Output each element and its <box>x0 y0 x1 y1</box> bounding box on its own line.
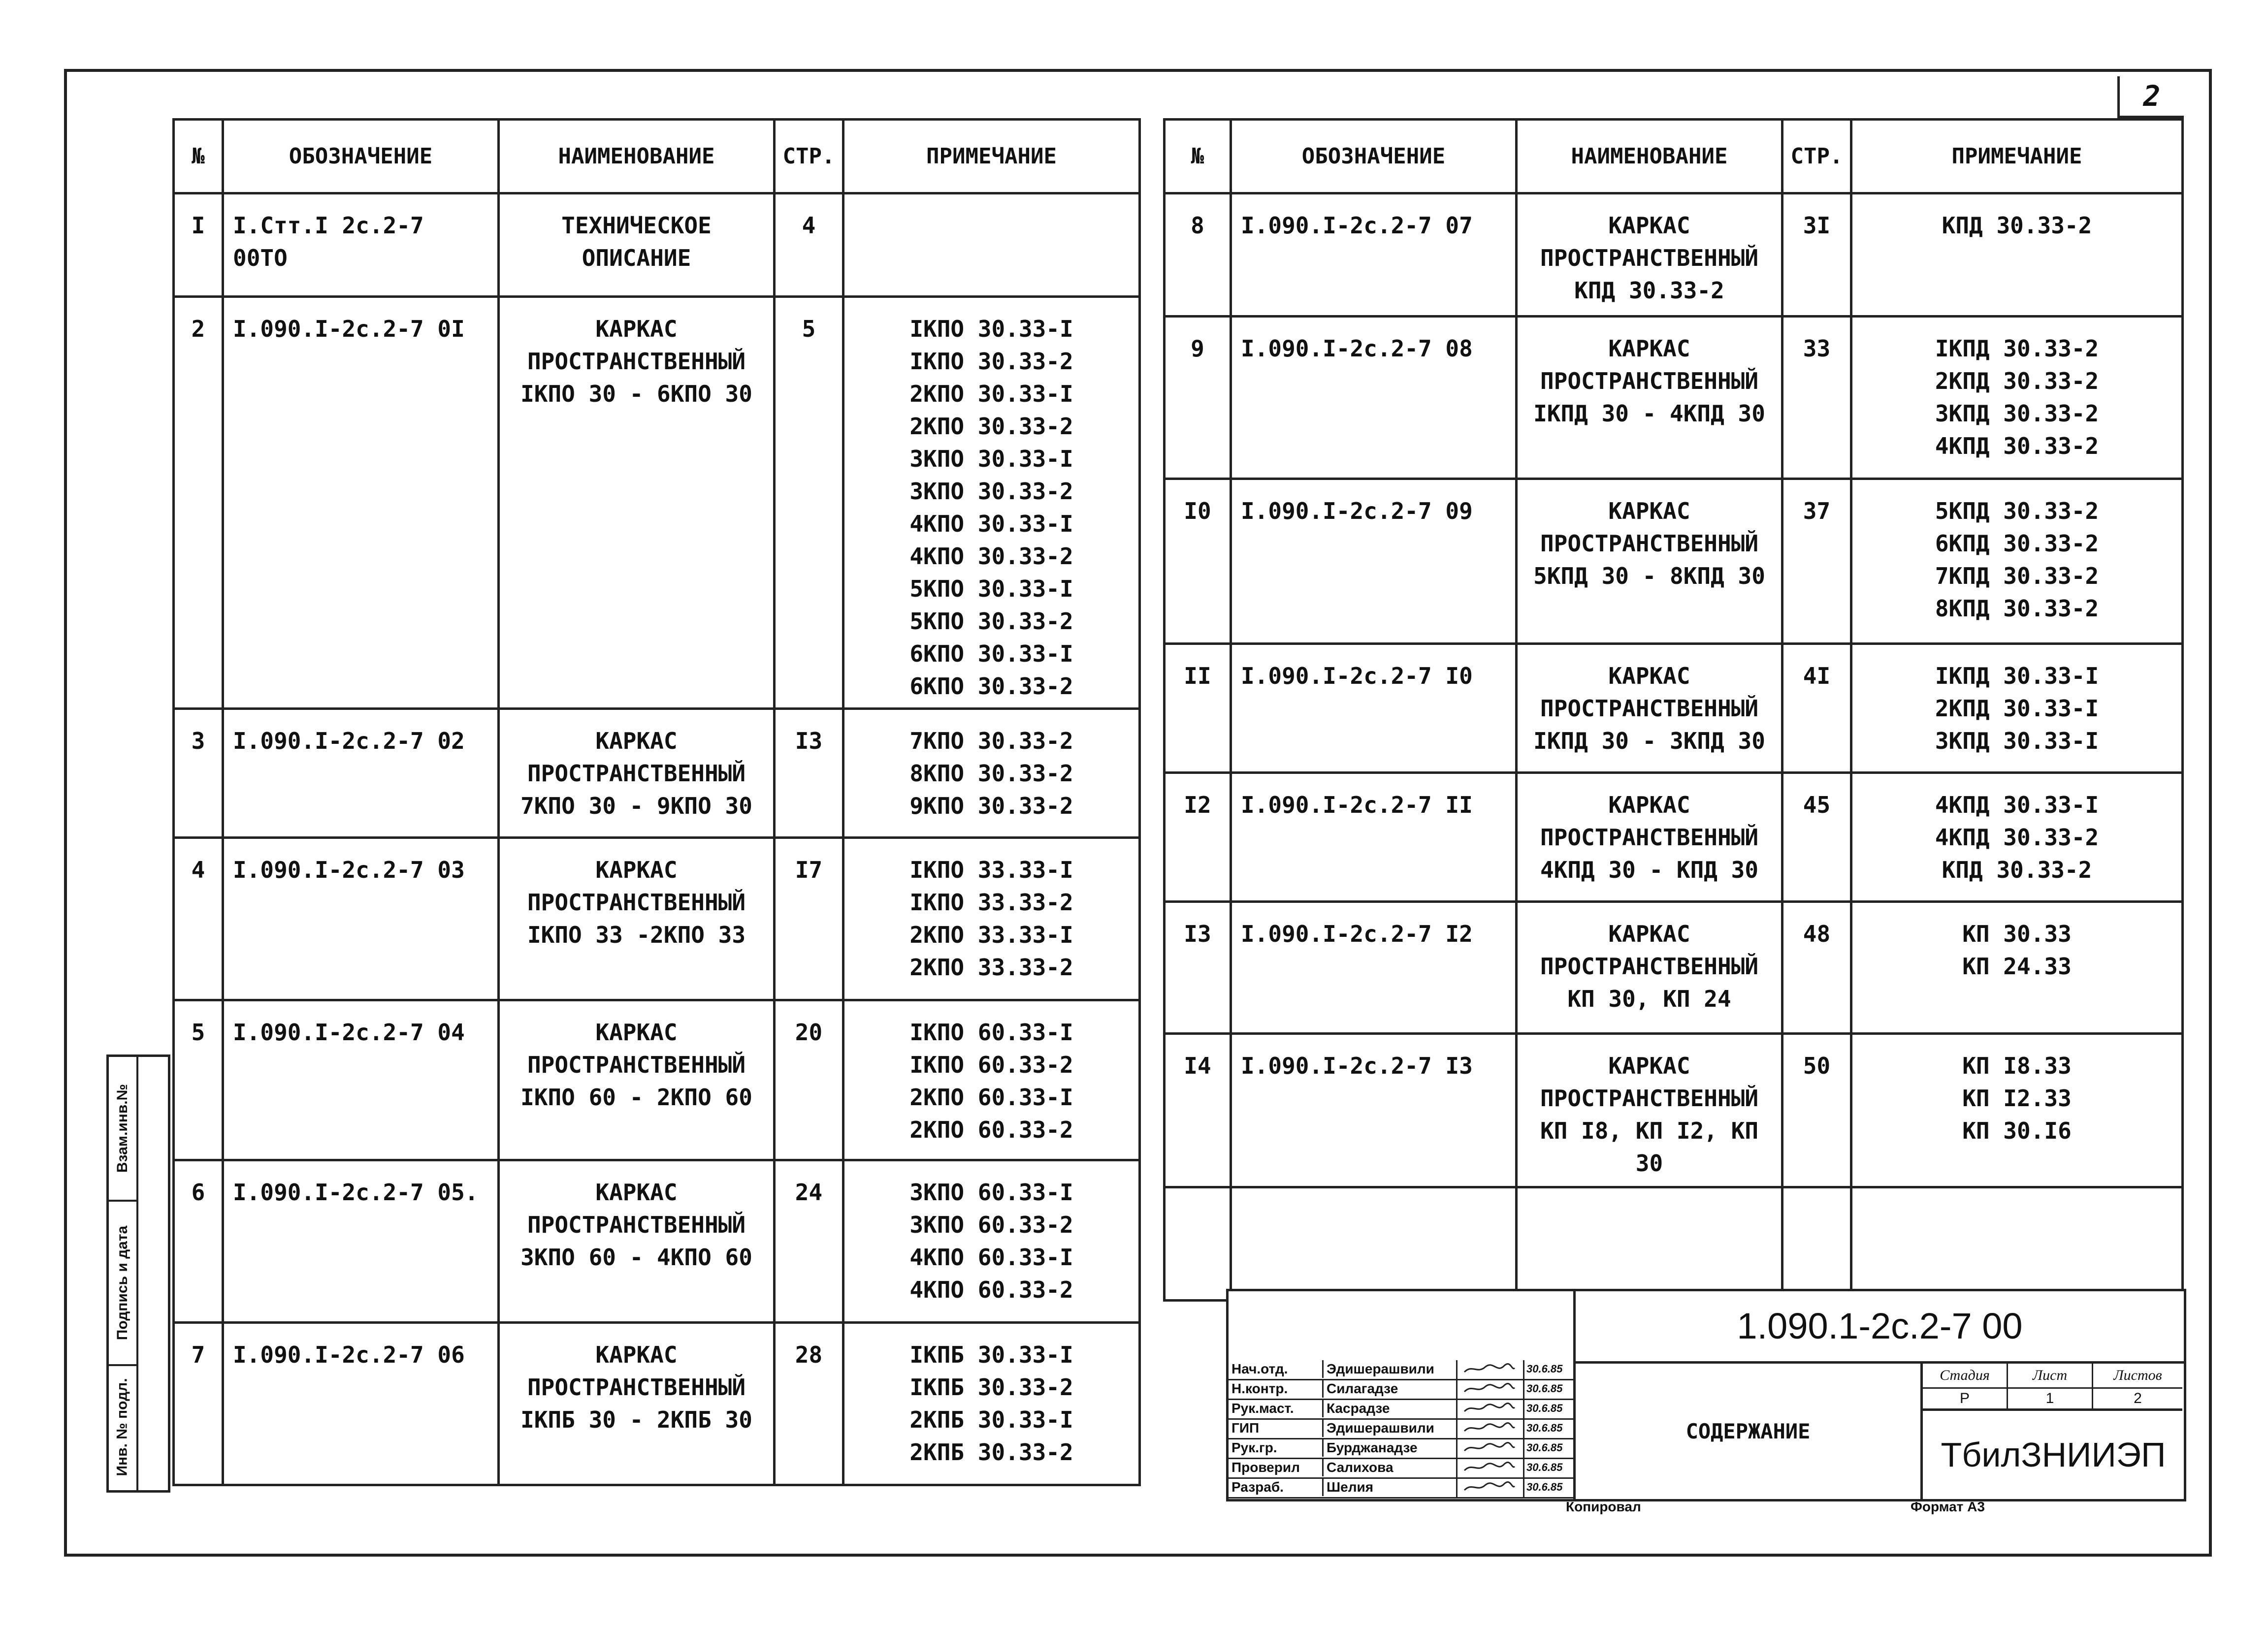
row-name: КАРКАС ПРОСТРАНСТВЕННЫЙ IКПО 60 - 2КПО 60 <box>499 1000 775 1160</box>
row-notes <box>1851 902 2183 1034</box>
note-line: 6КПО 30.33-2 <box>909 673 1073 700</box>
row-code: I.090.I-2с.2-7 I0 <box>1231 644 1517 773</box>
signature-mark <box>1456 1439 1522 1458</box>
row-page: 5 <box>775 297 843 709</box>
row-notes <box>843 1000 1140 1160</box>
note-line: 6КПД 30.33-2 <box>1935 530 2099 557</box>
table-row <box>174 1000 1140 1160</box>
note-line: 4КПД 30.33-2 <box>1935 824 2099 851</box>
signature-date: 30.6.85 <box>1523 1360 1574 1379</box>
row-page: 50 <box>1782 1034 1851 1187</box>
row-name: КАРКАС ПРОСТРАНСТВЕННЫЙ IКПД 30 - 4КПД 30 <box>1517 317 1782 479</box>
row-notes <box>1851 644 2183 773</box>
row-code: I.090.I-2с.2-7 I3 <box>1231 1034 1517 1187</box>
note-line: 5КПО 30.33-2 <box>909 608 1073 635</box>
row-code: I.090.I-2с.2-7 08 <box>1231 317 1517 479</box>
row-number: 8 <box>1165 193 1231 317</box>
signature-role: Рук.гр. <box>1231 1440 1277 1455</box>
note-line: 2КПО 30.33-I <box>909 381 1073 407</box>
row-page: 33 <box>1782 317 1851 479</box>
note-line: 3КПО 60.33-2 <box>909 1212 1073 1238</box>
signature-mark <box>1456 1400 1522 1418</box>
note-line: 3КПО 60.33-I <box>909 1179 1073 1206</box>
row-notes <box>1851 479 2183 644</box>
note-line: КПД 30.33-2 <box>1942 212 2092 239</box>
row-page: 4 <box>775 193 843 297</box>
table-row <box>1165 773 2183 902</box>
row-name: КАРКАС ПРОСТРАНСТВЕННЫЙ IКПО 33 -2КПО 33 <box>499 838 775 1000</box>
signature-mark <box>1456 1478 1522 1497</box>
note-line: 2КПО 30.33-2 <box>909 413 1073 440</box>
signature-date: 30.6.85 <box>1523 1478 1574 1497</box>
note-line: 4КПД 30.33-I <box>1935 792 2099 818</box>
signature-mark <box>1456 1380 1522 1399</box>
note-line: 2КПО 33.33-2 <box>909 954 1073 981</box>
row-number: I2 <box>1165 773 1231 902</box>
signature-mark <box>1456 1459 1522 1477</box>
row-code: I.090.I-2с.2-7 05. <box>223 1160 499 1323</box>
signature-date: 30.6.85 <box>1523 1439 1574 1458</box>
note-line: IКПО 30.33-2 <box>909 348 1073 375</box>
signature-row <box>1229 1419 1573 1439</box>
table-header-row <box>174 120 1140 193</box>
contents-table-left <box>172 118 1141 1486</box>
table-row-empty <box>1165 1187 2183 1301</box>
table-row <box>1165 317 2183 479</box>
table-header-row <box>1165 120 2183 193</box>
note-line: КП I2.33 <box>1962 1085 2072 1112</box>
row-page: 48 <box>1782 902 1851 1034</box>
note-line: 2КПО 60.33-2 <box>909 1117 1073 1143</box>
table-row <box>174 1160 1140 1323</box>
note-line: 8КПД 30.33-2 <box>1935 595 2099 622</box>
row-name: КАРКАС ПРОСТРАНСТВЕННЫЙ IКПБ 30 - 2КПБ 30 <box>499 1323 775 1485</box>
signature-role: Нач.отд. <box>1231 1361 1288 1376</box>
row-page: 37 <box>1782 479 1851 644</box>
table-row <box>174 1323 1140 1485</box>
row-page: 45 <box>1782 773 1851 902</box>
header-page: СТР. <box>1782 120 1851 193</box>
row-notes <box>1851 317 2183 479</box>
note-line: КП I8.33 <box>1962 1053 2072 1079</box>
signature-role: Проверил <box>1231 1460 1300 1475</box>
copied-label: Копировал <box>1566 1499 1641 1514</box>
organization-name: ТбилЗНИИЭП <box>1941 1436 2166 1474</box>
row-number: 9 <box>1165 317 1231 479</box>
row-number: I4 <box>1165 1034 1231 1187</box>
header-page: СТР. <box>775 120 843 193</box>
row-name: КАРКАС ПРОСТРАНСТВЕННЫЙ КП I8, КП I2, КП 30 <box>1517 1034 1782 1187</box>
note-line: 3КПО 30.33-2 <box>909 478 1073 505</box>
note-line: 2КПО 33.33-I <box>909 922 1073 948</box>
signature-row <box>1229 1380 1573 1400</box>
row-code: I.090.I-2с.2-7 04 <box>223 1000 499 1160</box>
note-line: 7КПД 30.33-2 <box>1935 563 2099 589</box>
note-line: IКПО 33.33-2 <box>909 889 1073 916</box>
note-line: IКПД 30.33-I <box>1935 663 2099 689</box>
signature-row <box>1229 1360 1573 1380</box>
empty-cell <box>1165 1187 1231 1301</box>
note-line: IКПО 60.33-I <box>909 1019 1073 1046</box>
note-line: 4КПО 30.33-I <box>909 511 1073 537</box>
side-label-podpis: Подпись и дата <box>114 1225 131 1341</box>
header-num: № <box>1165 120 1231 193</box>
note-line: 3КПД 30.33-2 <box>1935 400 2099 427</box>
row-notes <box>1851 773 2183 902</box>
note-line: КПД 30.33-2 <box>1942 857 2092 883</box>
table-row <box>174 297 1140 709</box>
note-line: IКПО 33.33-I <box>909 857 1073 883</box>
note-line: 7КПО 30.33-2 <box>909 728 1073 754</box>
row-page: I3 <box>775 709 843 838</box>
header-num: № <box>174 120 223 193</box>
sheet-title: СОДЕРЖАНИЕ <box>1576 1364 1923 1499</box>
side-label-inv: Инв. № подл. <box>114 1378 130 1476</box>
row-number: II <box>1165 644 1231 773</box>
signature-person: Салихова <box>1322 1459 1455 1476</box>
side-label-vzam: Взам.инв.№ <box>114 1084 130 1173</box>
row-code: I.090.I-2с.2-7 II <box>1231 773 1517 902</box>
empty-cell <box>1231 1187 1517 1301</box>
sheets-label: Листов <box>2093 1364 2182 1389</box>
row-name: КАРКАС ПРОСТРАНСТВЕННЫЙ 5КПД 30 - 8КПД 30 <box>1517 479 1782 644</box>
signature-mark <box>1456 1419 1522 1438</box>
side-stamp <box>106 1054 170 1493</box>
note-line: IКПБ 30.33-I <box>909 1341 1073 1368</box>
header-name: НАИМЕНОВАНИЕ <box>1517 120 1782 193</box>
table-row <box>1165 193 2183 317</box>
row-name: КАРКАС ПРОСТРАНСТВЕННЫЙ 4КПД 30 - КПД 30 <box>1517 773 1782 902</box>
signature-date: 30.6.85 <box>1523 1400 1574 1418</box>
table-row <box>174 193 1140 297</box>
row-notes <box>1851 193 2183 317</box>
row-code: I.090.I-2с.2-7 07 <box>1231 193 1517 317</box>
title-block <box>1226 1289 2186 1501</box>
signature-date: 30.6.85 <box>1523 1459 1574 1477</box>
table-row <box>1165 902 2183 1034</box>
empty-cell <box>1782 1187 1851 1301</box>
signature-row <box>1229 1459 1573 1479</box>
row-name: КАРКАС ПРОСТРАНСТВЕННЫЙ 3КПО 60 - 4КПО 60 <box>499 1160 775 1323</box>
note-line: IКПД 30.33-2 <box>1935 335 2099 362</box>
page-number: 2 <box>2117 76 2184 118</box>
stage-value: Р <box>1923 1389 2008 1411</box>
header-code: ОБОЗНАЧЕНИЕ <box>223 120 499 193</box>
side-cell-vzam <box>109 1057 136 1202</box>
row-page: 4I <box>1782 644 1851 773</box>
format-label: Формат А3 <box>1911 1499 1985 1514</box>
row-name: КАРКАС ПРОСТРАНСТВЕННЫЙ 7КПО 30 - 9КПО 30 <box>499 709 775 838</box>
note-line: 2КПД 30.33-I <box>1935 695 2099 722</box>
row-code: I.090.I-2с.2-7 03 <box>223 838 499 1000</box>
contents-table-right <box>1163 118 2184 1302</box>
signature-role: Н.контр. <box>1231 1381 1288 1396</box>
row-number: 7 <box>174 1323 223 1485</box>
signature-person: Силагадзе <box>1322 1380 1455 1398</box>
row-notes <box>843 193 1140 297</box>
signature-person: Бурджанадзе <box>1322 1439 1455 1457</box>
table-row <box>1165 479 2183 644</box>
row-notes <box>843 709 1140 838</box>
note-line: 3КПД 30.33-I <box>1935 728 2099 754</box>
row-notes <box>843 838 1140 1000</box>
note-line: 5КПД 30.33-2 <box>1935 498 2099 524</box>
row-page: 3I <box>1782 193 1851 317</box>
document-code: 1.090.1-2с.2-7 00 <box>1576 1291 2184 1364</box>
side-cell-inv <box>109 1366 136 1488</box>
row-code: I.090.I-2с.2-7 0I <box>223 297 499 709</box>
table-row <box>174 709 1140 838</box>
row-name: КАРКАС ПРОСТРАНСТВЕННЫЙ IКПД 30 - 3КПД 30 <box>1517 644 1782 773</box>
sheet-value: 1 <box>2008 1389 2093 1411</box>
row-name: КАРКАС ПРОСТРАНСТВЕННЫЙ КП 30, КП 24 <box>1517 902 1782 1034</box>
row-name: ТЕХНИЧЕСКОЕ ОПИСАНИЕ <box>499 193 775 297</box>
signature-row <box>1229 1400 1573 1420</box>
row-notes <box>843 1160 1140 1323</box>
row-number: 6 <box>174 1160 223 1323</box>
signature-person: Эдишерашвили <box>1322 1419 1455 1437</box>
note-line: 4КПО 60.33-2 <box>909 1277 1073 1303</box>
row-number: 3 <box>174 709 223 838</box>
row-notes <box>843 1323 1140 1485</box>
signature-date: 30.6.85 <box>1523 1380 1574 1399</box>
signature-role: Рук.маст. <box>1231 1401 1294 1416</box>
signature-person: Касрадзе <box>1322 1400 1455 1417</box>
signature-role: ГИП <box>1231 1420 1260 1436</box>
note-line: 2КПО 60.33-I <box>909 1084 1073 1111</box>
note-line: IКПО 60.33-2 <box>909 1052 1073 1078</box>
signature-person: Шелия <box>1322 1478 1455 1496</box>
note-line: 6КПО 30.33-I <box>909 640 1073 667</box>
empty-cell <box>1517 1187 1782 1301</box>
note-line: 2КПД 30.33-2 <box>1935 368 2099 394</box>
signatures-block <box>1229 1291 1576 1499</box>
signature-role: Разраб. <box>1231 1479 1284 1495</box>
row-notes <box>1851 1034 2183 1187</box>
row-name: КАРКАС ПРОСТРАНСТВЕННЫЙ IКПО 30 - 6КПО 30 <box>499 297 775 709</box>
signature-date: 30.6.85 <box>1523 1419 1574 1438</box>
note-line: 3КПО 30.33-I <box>909 446 1073 472</box>
table-row <box>1165 1034 2183 1187</box>
note-line: 5КПО 30.33-I <box>909 575 1073 602</box>
note-line: 8КПО 30.33-2 <box>909 760 1073 787</box>
note-line: IКПО 30.33-I <box>909 316 1073 342</box>
row-number: I0 <box>1165 479 1231 644</box>
row-code: I.Стт.I 2с.2-7 00ТО <box>223 193 499 297</box>
row-page: 24 <box>775 1160 843 1323</box>
row-code: I.090.I-2с.2-7 06 <box>223 1323 499 1485</box>
table-row <box>174 838 1140 1000</box>
row-page: 20 <box>775 1000 843 1160</box>
header-code: ОБОЗНАЧЕНИЕ <box>1231 120 1517 193</box>
note-line: 2КПБ 30.33-I <box>909 1406 1073 1433</box>
sheets-value: 2 <box>2093 1389 2182 1411</box>
note-line: 9КПО 30.33-2 <box>909 793 1073 819</box>
row-number: I3 <box>1165 902 1231 1034</box>
stage-block <box>1923 1364 2184 1499</box>
row-name: КАРКАС ПРОСТРАНСТВЕННЫЙ КПД 30.33-2 <box>1517 193 1782 317</box>
table-row <box>1165 644 2183 773</box>
header-name: НАИМЕНОВАНИЕ <box>499 120 775 193</box>
note-line: КП 24.33 <box>1962 953 2072 980</box>
note-line: 2КПБ 30.33-2 <box>909 1439 1073 1466</box>
sheet-label: Лист <box>2008 1364 2093 1389</box>
row-page: I7 <box>775 838 843 1000</box>
row-page: 28 <box>775 1323 843 1485</box>
stage-label: Стадия <box>1923 1364 2008 1389</box>
note-line: КП 30.I6 <box>1962 1117 2072 1144</box>
header-note: ПРИМЕЧАНИЕ <box>1851 120 2183 193</box>
empty-cell <box>1851 1187 2183 1301</box>
row-number: 2 <box>174 297 223 709</box>
signature-mark <box>1456 1360 1522 1379</box>
note-line: 4КПД 30.33-2 <box>1935 433 2099 459</box>
row-notes <box>843 297 1140 709</box>
note-line: КП 30.33 <box>1962 921 2072 947</box>
signature-row <box>1229 1478 1573 1499</box>
row-number: I <box>174 193 223 297</box>
row-number: 5 <box>174 1000 223 1160</box>
row-code: I.090.I-2с.2-7 I2 <box>1231 902 1517 1034</box>
row-code: I.090.I-2с.2-7 02 <box>223 709 499 838</box>
signature-row <box>1229 1439 1573 1459</box>
signature-person: Эдишерашвили <box>1322 1360 1455 1378</box>
note-line: 4КПО 30.33-2 <box>909 543 1073 570</box>
row-number: 4 <box>174 838 223 1000</box>
note-line: IКПБ 30.33-2 <box>909 1374 1073 1401</box>
side-cell-podpis <box>109 1202 136 1366</box>
row-code: I.090.I-2с.2-7 09 <box>1231 479 1517 644</box>
header-note: ПРИМЕЧАНИЕ <box>843 120 1140 193</box>
note-line: 4КПО 60.33-I <box>909 1244 1073 1271</box>
